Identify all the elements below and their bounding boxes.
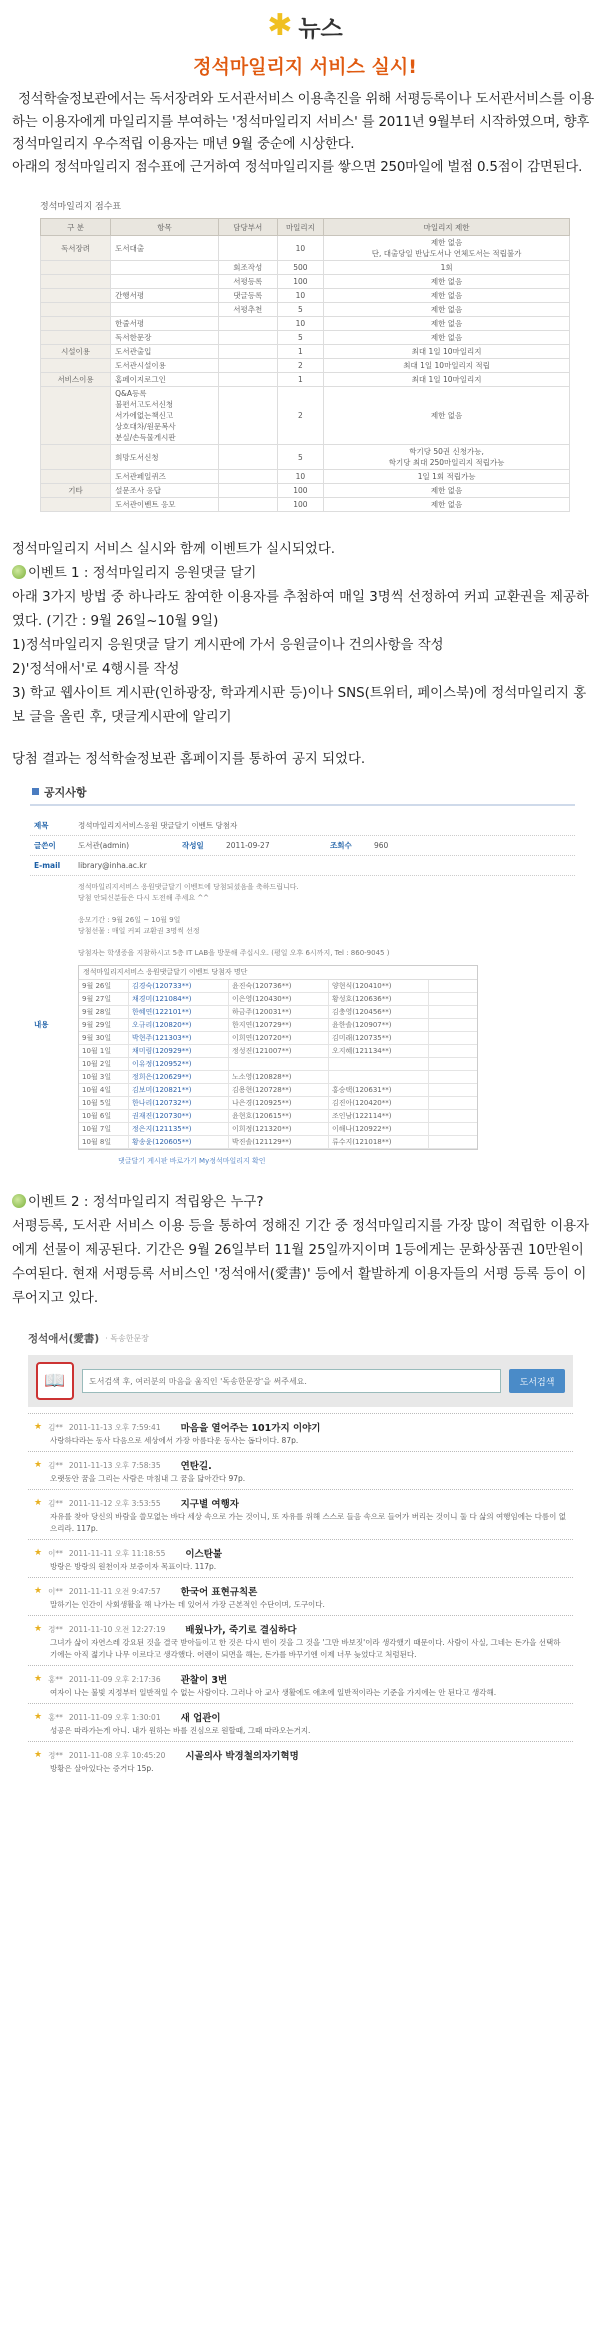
table-cell: 홈페이지로그인 xyxy=(111,373,219,387)
winner-grid-cell: 나은경(120925**) xyxy=(229,1097,329,1109)
event1-result: 당첨 결과는 정석학술정보관 홈페이지를 통하여 공지 되었다. xyxy=(12,752,366,767)
winner-grid-cell: 윤진숙(120736**) xyxy=(229,980,329,992)
winner-grid-cell: 조인남(122114**) xyxy=(329,1110,429,1122)
notice-content-line xyxy=(78,904,575,915)
winner-grid-cell xyxy=(329,1058,429,1070)
table-row xyxy=(41,261,570,275)
intro-paragraph-2: 아래의 정석마일리지 점수표에 근거하여 정석마일리지를 쌓으면 250마일에 벌점 0.5점이 감면된다. xyxy=(12,159,583,175)
table-cell xyxy=(218,345,277,359)
post-body: 자유를 찾아 당신의 바람을 쓸모없는 바다 세상 속으로 가는 것이니, 또 자유를 위해 스스로 들음 속으로 들어가 버리는 것이니 둘 다 삶의 여행임에는 다름이 없으리라. 117p. xyxy=(50,1512,567,1533)
table-cell xyxy=(41,470,111,484)
winner-grid-cell: 류수지(121018**) xyxy=(329,1136,429,1148)
table-cell xyxy=(218,470,277,484)
winner-grid-cell: 이희연(120720**) xyxy=(229,1032,329,1044)
blog-search-bar xyxy=(28,1355,573,1407)
winner-grid-row xyxy=(79,1123,477,1136)
post-user: 김** xyxy=(48,1460,63,1470)
winner-grid-cell: 정희은(120629**) xyxy=(129,1071,229,1083)
winner-grid-cell: 10월 2일 xyxy=(79,1058,129,1070)
notice-content-line: 당첨자는 학생증을 지참하시고 5층 IT LAB을 방문해 주십시오. (평일 오후 6시까지, Tel : 860-9045 ) xyxy=(78,949,390,957)
table-cell xyxy=(41,317,111,331)
table-row xyxy=(41,498,570,512)
table-cell xyxy=(41,498,111,512)
table-cell: 10 xyxy=(277,470,323,484)
winner-grid-cell: 10월 1일 xyxy=(79,1045,129,1057)
star-icon: ★ xyxy=(34,1422,43,1432)
star-icon: ★ xyxy=(34,1624,43,1634)
table-cell: 5 xyxy=(277,445,323,470)
winner-grid-cell: 10월 7일 xyxy=(79,1123,129,1135)
post-date: 2011-11-12 오후 3:53:55 xyxy=(68,1498,161,1508)
post-body: 방황은 살아있다는 증거다 15p. xyxy=(50,1764,154,1773)
post-meta xyxy=(34,1419,567,1435)
table-cell: 1회 xyxy=(324,261,570,275)
winner-grid-row xyxy=(79,1045,477,1058)
post-date: 2011-11-13 오후 7:59:41 xyxy=(68,1422,161,1432)
post-book-title[interactable]: 배웠나가, 죽기로 결심하다 xyxy=(185,1625,297,1636)
winner-grid-row xyxy=(79,1032,477,1045)
table-cell xyxy=(41,331,111,345)
table-cell xyxy=(218,236,277,261)
post-body: 말하기는 인간이 사회생활을 해 나가는 데 있어서 가장 근본적인 수단이며, 도구이다. xyxy=(50,1600,325,1609)
blog-post xyxy=(28,1413,573,1451)
post-user: 정** xyxy=(48,1624,63,1634)
table-cell: 설문조사 응답 xyxy=(111,484,219,498)
star-icon: ★ xyxy=(34,1586,43,1596)
table-row xyxy=(41,445,570,470)
winner-grid-cell: 10월 5일 xyxy=(79,1097,129,1109)
winner-grid-cell: 박현주(121303**) xyxy=(129,1032,229,1044)
table-header-cell: 마일리지 xyxy=(277,219,323,236)
post-date: 2011-11-09 오후 2:17:36 xyxy=(68,1674,161,1684)
table-cell xyxy=(41,303,111,317)
table-cell xyxy=(218,484,277,498)
winner-grid-row xyxy=(79,1071,477,1084)
blog-post xyxy=(28,1703,573,1741)
table-cell: Q&A등록 불편서고도서신청 서가에없는책신고 상호대차/원문복사 분실/손득물게시판 xyxy=(111,387,219,445)
table-cell: 100 xyxy=(277,498,323,512)
table-cell: 제한 없음 단, 대출당일 반납도서나 연체도서는 적립불가 xyxy=(324,236,570,261)
blog-subtitle: · 독송한문장 xyxy=(105,1333,149,1343)
label: 작성일 xyxy=(182,841,204,850)
table-cell: 서평등록 xyxy=(218,275,277,289)
winner-grid-cell: 10월 8일 xyxy=(79,1136,129,1148)
table-row xyxy=(41,303,570,317)
post-date: 2011-11-13 오후 7:58:35 xyxy=(68,1460,161,1470)
table-cell xyxy=(41,445,111,470)
notice-subject: 정석마일리지서비스응원 댓글달기 이벤트 당첨자 xyxy=(78,821,238,830)
post-user: 김** xyxy=(48,1422,63,1432)
table-cell: 제한 없음 xyxy=(324,498,570,512)
table-cell: 시설이용 xyxy=(41,345,111,359)
post-book-title[interactable]: 새 업관이 xyxy=(180,1713,221,1724)
table-cell: 5 xyxy=(277,331,323,345)
label: 내용 xyxy=(34,1020,49,1029)
notice-content-row xyxy=(30,876,575,1173)
post-meta xyxy=(34,1747,567,1763)
winner-grid-cell xyxy=(229,1058,329,1070)
winner-grid-row xyxy=(79,1006,477,1019)
post-user: 이** xyxy=(48,1548,63,1558)
winner-grid-cell: 정은지(121135**) xyxy=(129,1123,229,1135)
table-cell: 제한 없음 xyxy=(324,317,570,331)
table-cell: 500 xyxy=(277,261,323,275)
winner-grid-cell: 10월 4일 xyxy=(79,1084,129,1096)
blog-post xyxy=(28,1577,573,1615)
table-cell xyxy=(218,317,277,331)
post-date: 2011-11-08 오후 10:45:20 xyxy=(68,1750,166,1760)
post-book-title[interactable]: 시골의사 박경철의자기혁명 xyxy=(185,1751,299,1762)
table-cell xyxy=(218,498,277,512)
winner-grid-row xyxy=(79,1084,477,1097)
table-cell xyxy=(218,331,277,345)
event1-item-1: 1)정석마일리지 응원댓글 달기 게시판에 가서 응원글이나 건의사항을 작성 xyxy=(12,638,444,653)
winner-grid-cell: 오지혜(121134**) xyxy=(329,1045,429,1057)
event1-title xyxy=(0,562,610,586)
table-cell: 도서관출입 xyxy=(111,345,219,359)
winner-grid-title: 정석마일리지서비스 응원댓글달기 이벤트 당첨자 명단 xyxy=(79,966,477,980)
notice-subject-row xyxy=(30,816,575,836)
event2-desc: 서평등록, 도서관 서비스 이용 등을 통하여 정해진 기간 중 정석마일리지를 가장 많이 적립한 이용자에게 선물이 제공된다. 기간은 9월 26일부터 11월 25일까지이며 1등에게는 문화상품권 10만원이 수여된다. 현재 서평등록 서비스인 '정석애서(愛書)' 등에서 활발하게 이용자들의 서평 등록 등이 이루어지고 있다. xyxy=(12,1219,590,1306)
mileage-table-image xyxy=(40,199,570,512)
winner-grid-rows xyxy=(79,980,477,1149)
winner-grid-cell: 이유정(120952**) xyxy=(129,1058,229,1070)
post-body: 오랫동안 꿈을 그리는 사람은 마침내 그 꿈을 닮아간다 97p. xyxy=(50,1474,246,1483)
winner-grid-cell: 채미림(120929**) xyxy=(129,1045,229,1057)
table-cell: 학기당 50권 신청가능, 학기당 최대 250마일리지 적립가능 xyxy=(324,445,570,470)
notice-email: library@inha.ac.kr xyxy=(78,861,147,870)
table-cell: 100 xyxy=(277,484,323,498)
event-intro: 정석마일리지 서비스 실시와 함께 이벤트가 실시되었다. xyxy=(12,542,336,557)
post-book-title[interactable]: 연탄길. xyxy=(180,1461,212,1472)
winner-grid-cell: 윤현호(120615**) xyxy=(229,1110,329,1122)
post-book-title[interactable]: 지구별 여행자 xyxy=(180,1499,239,1510)
post-user: 이** xyxy=(48,1586,63,1596)
book-icon: 📖 xyxy=(36,1362,74,1400)
table-cell: 2 xyxy=(277,359,323,373)
post-book-title[interactable]: 관찰이 3번 xyxy=(180,1675,228,1686)
table-cell xyxy=(41,275,111,289)
post-meta xyxy=(34,1709,567,1725)
table-cell: 기타 xyxy=(41,484,111,498)
winner-grid-cell: 김경숙(120733**) xyxy=(129,980,229,992)
blog-title: 정석애서(愛書) xyxy=(28,1332,100,1345)
winner-grid-cell: 김용현(120728**) xyxy=(229,1084,329,1096)
table-row xyxy=(41,345,570,359)
post-user: 홍** xyxy=(48,1674,63,1684)
table-body xyxy=(41,236,570,512)
event1-item-2: 2)'정석애서'로 4행시를 작성 xyxy=(12,662,180,677)
winner-grid-cell: 이해나(120922**) xyxy=(329,1123,429,1135)
blog-post xyxy=(28,1665,573,1703)
winner-grid-cell: 황송윤(120605**) xyxy=(129,1136,229,1148)
event2-section xyxy=(0,1191,610,1311)
green-bullet-icon xyxy=(12,1194,26,1208)
intro-paragraph: 정석학술정보관에서는 독서장려와 도서관서비스 이용촉진을 위해 서평등록이나 도서관서비스를 이용하는 이용자에게 마일리지를 부여하는 '정석마일리지 서비스' 를 2011년 9월부터 시작하였으며, 향후 정석마일리지 우수적립 이용자는 매년 9월 중순에 시상한다. xyxy=(12,92,595,152)
winner-grid-cell: 김보미(120821**) xyxy=(129,1084,229,1096)
notice-email-row xyxy=(30,856,575,876)
table-cell: 제한 없음 xyxy=(324,275,570,289)
star-icon: ★ xyxy=(34,1548,43,1558)
notice-screenshot xyxy=(30,784,575,1173)
table-cell: 한줄서평 xyxy=(111,317,219,331)
table-cell: 10 xyxy=(277,236,323,261)
star-icon: ★ xyxy=(34,1674,43,1684)
winner-grid-cell: 박진솔(121129**) xyxy=(229,1136,329,1148)
label: 글쓴이 xyxy=(34,841,56,850)
post-meta xyxy=(34,1671,567,1687)
blog-post xyxy=(28,1539,573,1577)
post-meta xyxy=(34,1545,567,1561)
winner-grid-cell: 김미래(120735**) xyxy=(329,1032,429,1044)
table-row xyxy=(41,373,570,387)
article-title: 정석마일리지 서비스 실시! xyxy=(193,56,417,78)
notice-content-line xyxy=(78,937,575,948)
winner-grid xyxy=(78,965,478,1150)
winner-grid-cell: 정성진(121007**) xyxy=(229,1045,329,1057)
table-cell: 도서관시설이용 xyxy=(111,359,219,373)
table-cell: 도서대출 xyxy=(111,236,219,261)
table-cell: 서평추천 xyxy=(218,303,277,317)
notice-content-line: 당첨선물 : 매일 커피 교환권 3명씩 선정 xyxy=(78,927,200,935)
header-title: 뉴스 xyxy=(298,15,343,42)
table-cell xyxy=(111,261,219,275)
table-row xyxy=(41,289,570,303)
event2-title xyxy=(0,1191,610,1215)
notice-content xyxy=(78,876,575,1173)
star-icon: ★ xyxy=(34,1750,43,1760)
table-cell: 회조작성 xyxy=(218,261,277,275)
search-input[interactable]: 도서검색 후, 여러분의 마음을 움직인 '독송한문장'을 써주세요. xyxy=(82,1369,501,1393)
post-user: 홍** xyxy=(48,1712,63,1722)
winner-grid-cell: 한나리(120732**) xyxy=(129,1097,229,1109)
table-cell: 서비스이용 xyxy=(41,373,111,387)
post-body: 그녀가 삶이 자연스레 강요된 것을 결국 받아들이고 한 것은 다시 빈이 것을 그 것을 '그만 바보짓'이라 생각했기 때문이다. 사람이 사실, 그네는 돈가을 선택하기에는 아직 젊기나 나무 이르다고 생각했다. 어렌이 되면을 해는, 돈가를 바꾸기엔 이제 너무 늦었다고 처럼된다. xyxy=(50,1638,561,1659)
event2-title-text: 이벤트 2 : 정석마일리지 적립왕은 누구? xyxy=(28,1195,264,1210)
table-cell: 제한 없음 xyxy=(324,289,570,303)
search-button[interactable]: 도서검색 xyxy=(509,1369,565,1393)
label: E-mail xyxy=(34,861,61,870)
table-header-cell: 담당부서 xyxy=(218,219,277,236)
table-row xyxy=(41,387,570,445)
event1-item-3: 3) 학교 웹사이트 게시판(인하광장, 학과게시판 등)이나 SNS(트위터, 페이스북)에 정석마일리지 홍보 글을 올린 후, 댓글게시판에 알리기 xyxy=(12,686,587,725)
post-date: 2011-11-09 오후 1:30:01 xyxy=(68,1712,161,1722)
notice-links[interactable]: 댓글달기 게시판 바로가기 My정석마일리지 확인 xyxy=(118,1157,266,1165)
winner-grid-cell: 오규리(120820**) xyxy=(129,1019,229,1031)
winner-grid-cell: 권재진(120730**) xyxy=(129,1110,229,1122)
star-icon: ✱ xyxy=(267,8,293,43)
table-cell: 제한 없음 xyxy=(324,484,570,498)
table-cell: 10 xyxy=(277,317,323,331)
winner-grid-cell: 9월 29일 xyxy=(79,1019,129,1031)
table-cell xyxy=(41,289,111,303)
divider xyxy=(30,804,575,806)
table-row xyxy=(41,359,570,373)
table-cell xyxy=(41,359,111,373)
winner-grid-cell: 홍승택(120631**) xyxy=(329,1084,429,1096)
table-cell xyxy=(111,275,219,289)
winner-grid-cell: 양현식(120410**) xyxy=(329,980,429,992)
table-cell xyxy=(218,373,277,387)
post-meta xyxy=(34,1583,567,1599)
winner-grid-cell xyxy=(329,1071,429,1083)
blog-screenshot xyxy=(28,1327,573,1779)
notice-content-line: 응모기간 : 9월 26일 ~ 10월 9일 xyxy=(78,916,181,924)
event1-desc: 아래 3가지 방법 중 하나라도 참여한 이용자를 추첨하여 매일 3명씩 선정하여 커피 교환권을 제공하였다. (기간 : 9월 26일~10월 9일) xyxy=(12,590,589,629)
post-date: 2011-11-11 오후 11:18:55 xyxy=(68,1548,166,1558)
post-meta xyxy=(34,1495,567,1511)
green-bullet-icon xyxy=(12,565,26,579)
winner-grid-cell: 9월 30일 xyxy=(79,1032,129,1044)
winner-grid-row xyxy=(79,1019,477,1032)
star-icon: ★ xyxy=(34,1460,43,1470)
table-cell: 독서한문장 xyxy=(111,331,219,345)
blog-post xyxy=(28,1489,573,1539)
table-cell: 제한 없음 xyxy=(324,303,570,317)
notice-content-line: 정석마일리지서비스 응원댓글달기 이벤트에 당첨되셨음을 축하드립니다. xyxy=(78,883,299,891)
winner-grid-cell: 한혜연(122101**) xyxy=(129,1006,229,1018)
mileage-table xyxy=(40,218,570,512)
table-cell: 독서장려 xyxy=(41,236,111,261)
winner-grid-cell: 10월 6일 xyxy=(79,1110,129,1122)
table-header-cell: 항목 xyxy=(111,219,219,236)
event1-title-text: 이벤트 1 : 정석마일리지 응원댓글 달기 xyxy=(28,566,257,581)
table-cell: 댓글등록 xyxy=(218,289,277,303)
post-book-title[interactable]: 한국어 표현규칙론 xyxy=(180,1587,258,1598)
winner-grid-cell: 한지연(120729**) xyxy=(229,1019,329,1031)
table-row xyxy=(41,470,570,484)
post-book-title[interactable]: 마음을 열어주는 101가지 이야기 xyxy=(180,1423,321,1434)
table-cell: 제한 없음 xyxy=(324,387,570,445)
notice-heading: 공지사항 xyxy=(30,784,575,800)
winner-grid-cell: 9월 28일 xyxy=(79,1006,129,1018)
table-cell: 도서관페일퀴즈 xyxy=(111,470,219,484)
notice-meta-row xyxy=(30,836,575,856)
table-cell: 1일 1회 적립가능 xyxy=(324,470,570,484)
star-icon: ★ xyxy=(34,1498,43,1508)
table-row xyxy=(41,317,570,331)
winner-grid-row xyxy=(79,1136,477,1149)
table-cell: 1 xyxy=(277,345,323,359)
post-body: 성공은 따라가는게 아니. 내가 원하는 바를 진심으로 원할때, 그때 따라오는거지. xyxy=(50,1726,311,1735)
post-body: 방랑은 방랑의 원천이자 보증이자 목표이다. 117p. xyxy=(50,1562,217,1571)
table-row xyxy=(41,331,570,345)
table-cell: 제한 없음 xyxy=(324,331,570,345)
winner-grid-row xyxy=(79,980,477,993)
winner-grid-cell: 윤한솔(120907**) xyxy=(329,1019,429,1031)
table-cell: 희망도서신청 xyxy=(111,445,219,470)
notice-content-lines xyxy=(78,882,575,959)
table-cell: 최대 1일 10마일리지 xyxy=(324,373,570,387)
winner-grid-row xyxy=(79,1110,477,1123)
table-cell: 10 xyxy=(277,289,323,303)
table-cell xyxy=(111,303,219,317)
table-caption: 정석마일리지 점수표 xyxy=(40,202,122,212)
table-row xyxy=(41,484,570,498)
label: 조회수 xyxy=(330,841,352,850)
winner-grid-cell: 황성호(120636**) xyxy=(329,993,429,1005)
table-row xyxy=(41,236,570,261)
notice-views: 960 xyxy=(374,841,389,850)
post-user: 김** xyxy=(48,1498,63,1508)
table-cell: 간행서평 xyxy=(111,289,219,303)
winner-grid-cell: 이희정(121320**) xyxy=(229,1123,329,1135)
notice-content-line: 당첨 안되신분들은 다시 도전해 주세요 ^^ xyxy=(78,894,210,902)
table-header-cell: 구 분 xyxy=(41,219,111,236)
table-header-cell: 마일리지 제한 xyxy=(324,219,570,236)
winner-grid-cell: 이은영(120430**) xyxy=(229,993,329,1005)
post-body: 여자이 나는 불빛 지정부터 일반적일 수 없는 사람이다. 그러나 아 교사 생활에도 애초에 일반적이라는 기준을 가지에는 안 된다고 생각해. xyxy=(50,1688,497,1697)
post-body: 사랑하다라는 동사 다음으로 세상에서 가장 아름다운 동사는 돕다이다. 87p. xyxy=(50,1436,299,1445)
header xyxy=(0,6,610,46)
winner-grid-cell: 김충영(120456**) xyxy=(329,1006,429,1018)
winner-grid-cell: 9월 27일 xyxy=(79,993,129,1005)
post-meta xyxy=(34,1457,567,1473)
winner-grid-cell: 채경미(121084**) xyxy=(129,993,229,1005)
star-icon: ★ xyxy=(34,1712,43,1722)
winner-grid-cell: 9월 26일 xyxy=(79,980,129,992)
post-date: 2011-11-10 오전 12:27:19 xyxy=(68,1624,166,1634)
table-cell: 100 xyxy=(277,275,323,289)
blog-post xyxy=(28,1741,573,1779)
table-cell xyxy=(41,387,111,445)
winner-grid-cell: 노소영(120828**) xyxy=(229,1071,329,1083)
winner-grid-cell: 김진아(120420**) xyxy=(329,1097,429,1109)
table-cell: 도서관이벤트 응모 xyxy=(111,498,219,512)
table-cell: 2 xyxy=(277,387,323,445)
winner-grid-cell: 10월 3일 xyxy=(79,1071,129,1083)
winner-grid-row xyxy=(79,1097,477,1110)
table-cell xyxy=(218,445,277,470)
table-header-row xyxy=(41,219,570,236)
table-cell: 5 xyxy=(277,303,323,317)
winner-grid-row xyxy=(79,1058,477,1071)
table-cell xyxy=(218,359,277,373)
notice-author: 도서관(admin) xyxy=(78,841,130,850)
table-cell: 1 xyxy=(277,373,323,387)
post-book-title[interactable]: 이스탄불 xyxy=(185,1549,223,1560)
table-cell xyxy=(41,261,111,275)
blog-post xyxy=(28,1451,573,1489)
blog-header xyxy=(28,1327,573,1349)
table-cell xyxy=(218,387,277,445)
winner-grid-row xyxy=(79,993,477,1006)
label: 제목 xyxy=(34,821,49,830)
event-section xyxy=(0,538,610,772)
blog-post xyxy=(28,1615,573,1665)
table-cell: 최대 1일 10마일리지 xyxy=(324,345,570,359)
table-row xyxy=(41,275,570,289)
post-user: 정** xyxy=(48,1750,63,1760)
notice-date: 2011-09-27 xyxy=(226,841,270,850)
post-date: 2011-11-11 오전 9:47:57 xyxy=(68,1586,161,1596)
post-meta xyxy=(34,1621,567,1637)
winner-grid-cell: 하금주(120031**) xyxy=(229,1006,329,1018)
post-list xyxy=(28,1413,573,1779)
table-cell: 최대 1일 10마일리지 적립 xyxy=(324,359,570,373)
